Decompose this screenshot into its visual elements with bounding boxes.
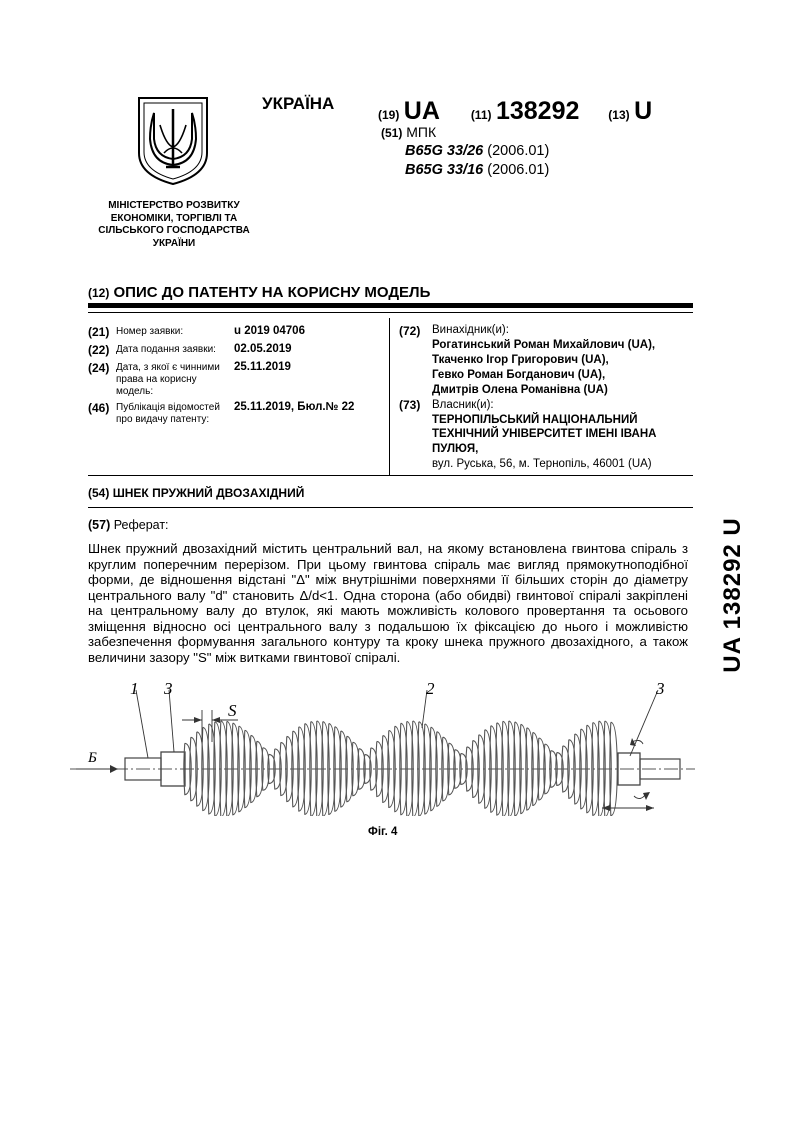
patent-number: 138292 bbox=[495, 97, 580, 125]
inventor: Рогатинський Роман Михайлович (UA), bbox=[432, 339, 656, 351]
code-19: (19) bbox=[378, 108, 400, 122]
owner-address: вул. Руська, 56, м. Тернопіль, 46001 (UA) bbox=[432, 458, 652, 470]
figure-label-b: Б bbox=[88, 750, 97, 766]
owners: Власник(и): ТЕРНОПІЛЬСЬКИЙ НАЦІОНАЛЬНИЙ ТЕХНІЧНИЙ УНІВЕРСИТЕТ ІМЕНІ ІВАНА ПУЛЮЯ, вул. Руська, 56, м. Тернопіль, 46001 (UA) bbox=[432, 398, 692, 472]
filing-date: 02.05.2019 bbox=[234, 343, 292, 355]
country-code: UA bbox=[403, 97, 440, 125]
spiral-coils bbox=[184, 721, 617, 816]
document-title: (12) ОПИС ДО ПАТЕНТУ НА КОРИСНУ МОДЕЛЬ bbox=[88, 284, 431, 301]
publication-info: 25.11.2019, Бюл.№ 22 bbox=[234, 401, 355, 413]
inventor: Гевко Роман Богданович (UA), bbox=[432, 369, 606, 381]
mpk-label: МПК bbox=[406, 124, 437, 140]
figure-caption: Фіг. 4 bbox=[368, 826, 398, 838]
ministry-name: МІНІСТЕРСТВО РОЗВИТКУ ЕКОНОМІКИ, ТОРГІВЛІ ТА СІЛЬСЬКОГО ГОСПОДАРСТВА УКРАЇНИ bbox=[98, 200, 250, 249]
code-13: (13) bbox=[608, 108, 630, 122]
coat-of-arms-icon bbox=[136, 95, 210, 187]
figure-label-3-right: 3 bbox=[656, 679, 665, 698]
code-51: (51) bbox=[381, 126, 403, 140]
figure-label-3-left: 3 bbox=[164, 679, 173, 698]
mpk-line bbox=[381, 124, 436, 140]
inventor: Ткаченко Ігор Григорович (UA), bbox=[432, 354, 609, 366]
rights-date: 25.11.2019 bbox=[234, 361, 291, 373]
ipc-class-1: B65G 33/26 (2006.01) bbox=[405, 143, 550, 159]
figure-label-s: S bbox=[228, 701, 237, 720]
rule-thick bbox=[88, 303, 693, 308]
ipc-class-2: B65G 33/16 (2006.01) bbox=[405, 162, 550, 178]
code-11: (11) bbox=[470, 108, 492, 122]
figure-label-1: 1 bbox=[130, 679, 139, 698]
country-name: УКРАЇНА bbox=[262, 94, 335, 113]
abstract-heading: (57) Реферат: bbox=[88, 518, 169, 532]
inventor: Дмитрів Олена Романівна (UA) bbox=[432, 384, 608, 396]
rule-thin bbox=[88, 507, 693, 508]
patent-codes bbox=[378, 97, 652, 126]
rule-thin bbox=[88, 475, 693, 476]
model-title: (54) ШНЕК ПРУЖНИЙ ДВОЗАХІДНИЙ bbox=[88, 486, 305, 500]
side-patent-label: UA 138292 U bbox=[719, 517, 746, 673]
abstract-text: Шнек пружний двозахідний містить центральний вал, на якому встановлена гвинтова спіраль з круглим поперечним перерізом. При цьому гвинтова спіраль має вигляд прямокутноподібної форми, де відношення відстані "Δ" між внутрішніми поверхнями її більших сторін до діаметру центрального валу "d" становить Δ/d<1. Одна сторона (або обидві) гвинтової спіралі закріплені на центральному валу до втулок, які мають можливість колового провертання та осьового зміщення відносно осі центрального валу з подальшою їх фіксацією до нього і можливістю забезпечення формування загального контуру та кроку шнека пружного двозахідного, а також величини зазору "S" між витками гвинтової спіралі. bbox=[88, 541, 688, 665]
application-number: u 2019 04706 bbox=[234, 325, 305, 337]
patent-kind: U bbox=[634, 97, 653, 125]
inventors: Винахідник(и): Рогатинський Роман Михайлович (UA), Ткаченко Ігор Григорович (UA), Гевко Роман Богданович (UA), Дмитрів Олена Романівна (UA) bbox=[432, 323, 692, 398]
figure-4-drawing bbox=[70, 676, 695, 816]
figure-label-2: 2 bbox=[426, 679, 435, 698]
owner-name: ТЕРНОПІЛЬСЬКИЙ НАЦІОНАЛЬНИЙ ТЕХНІЧНИЙ УНІВЕРСИТЕТ ІМЕНІ ІВАНА ПУЛЮЯ, bbox=[432, 413, 657, 455]
rule-vertical bbox=[389, 318, 390, 475]
rule-thin bbox=[88, 312, 693, 313]
